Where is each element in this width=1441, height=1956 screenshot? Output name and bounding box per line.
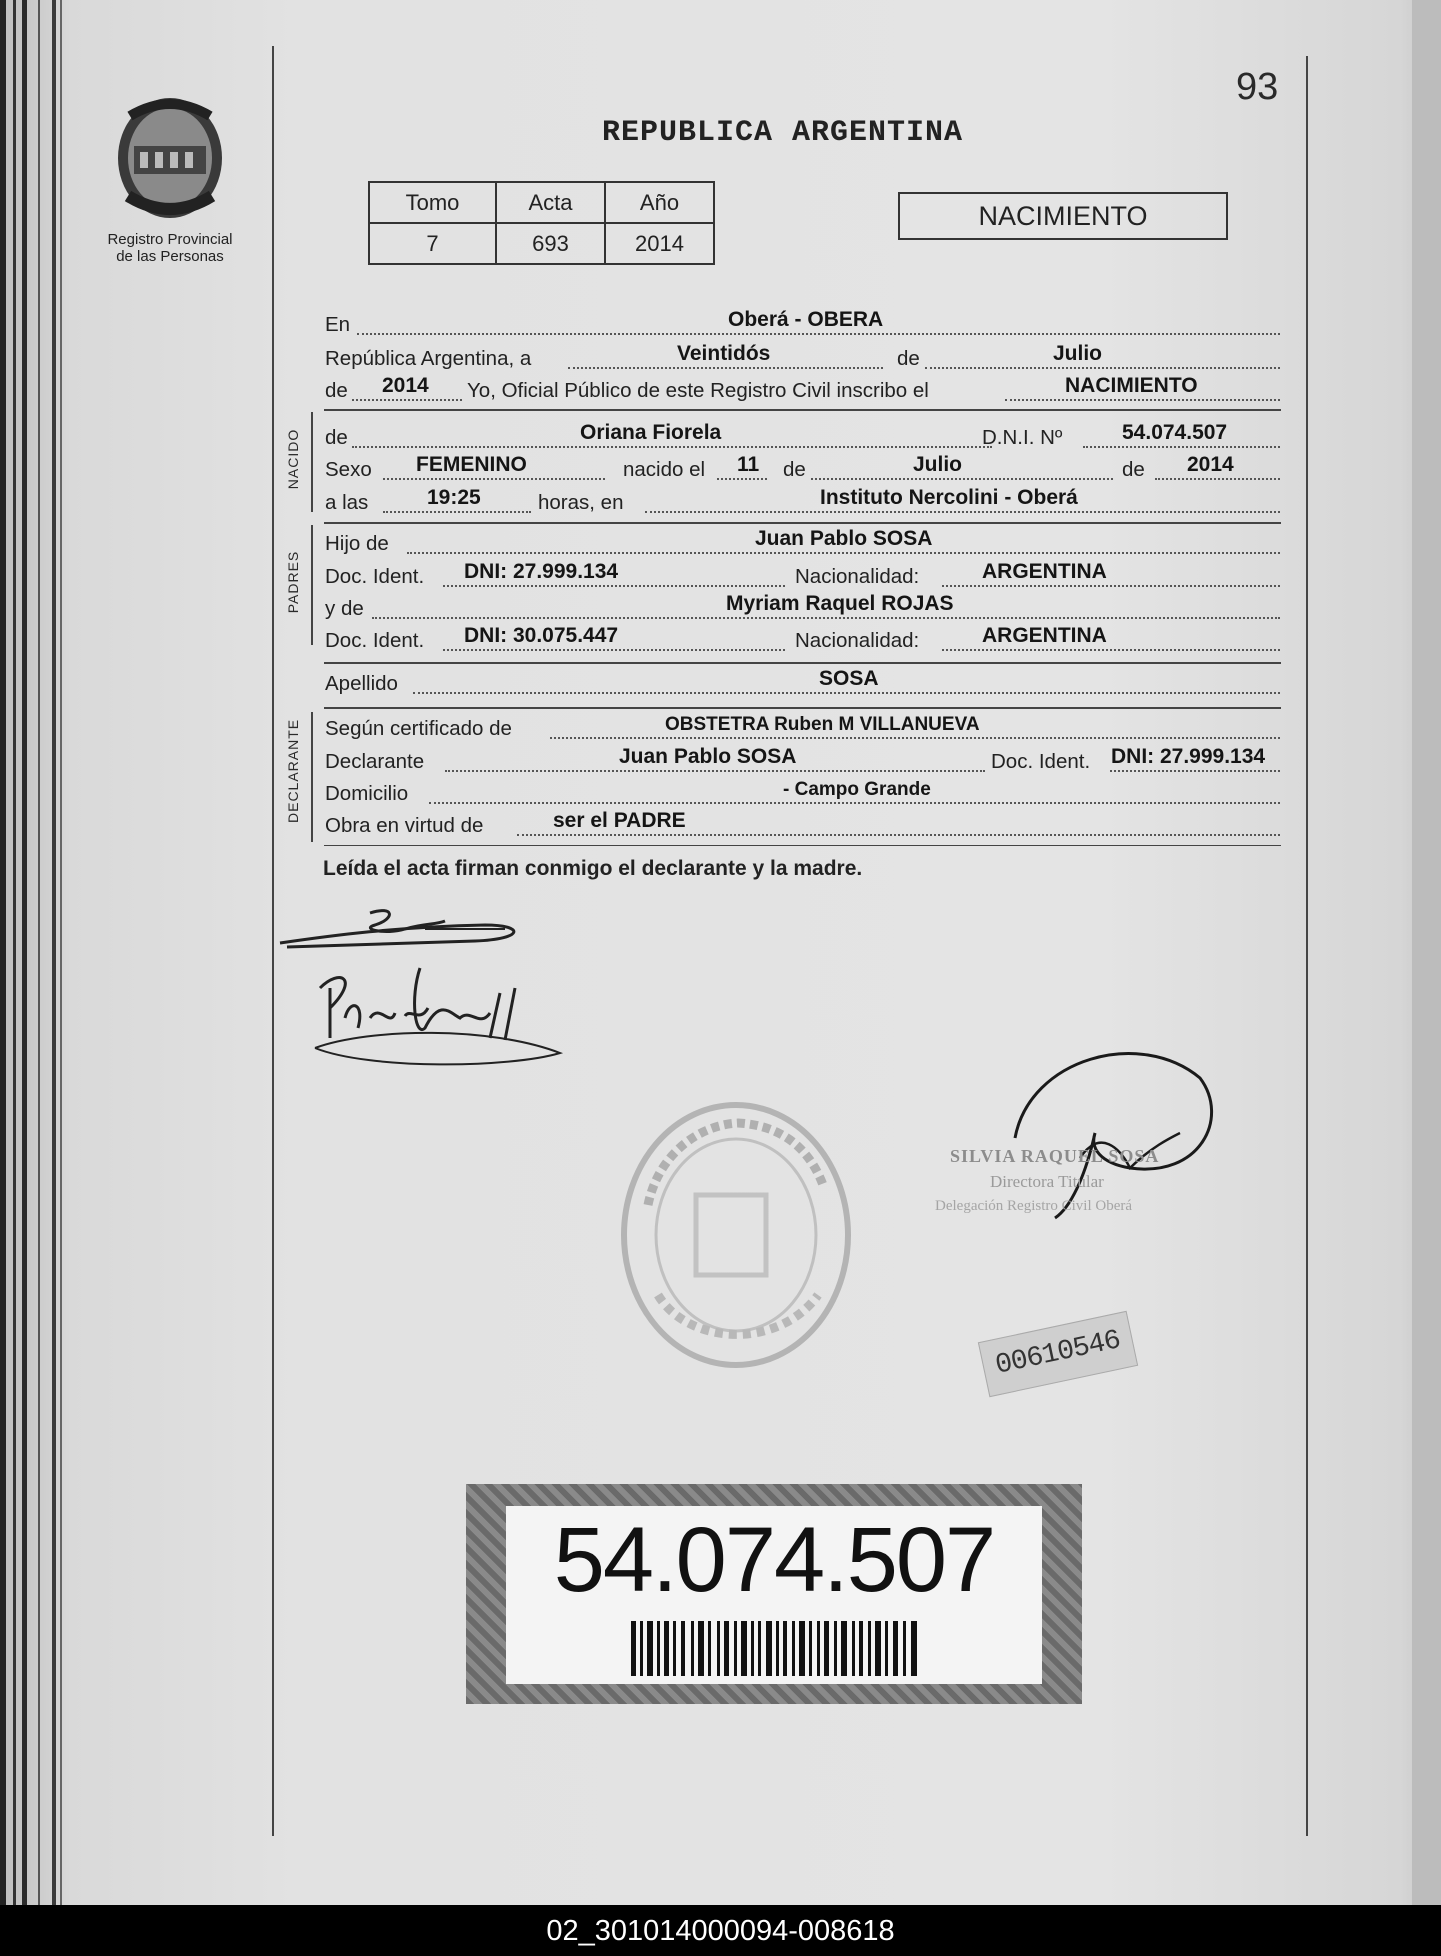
- value-child-name: Oriana Fiorela: [580, 421, 722, 444]
- value-father-doc: DNI: 27.999.134: [464, 560, 619, 583]
- label-doc-ident: Doc. Ident.: [325, 629, 425, 652]
- value-year: 2014: [382, 374, 429, 397]
- value-birth-place: Instituto Nercolini - Oberá: [820, 486, 1078, 509]
- registry-name: [90, 231, 250, 265]
- section-bar-declarante: [311, 712, 313, 842]
- label-domicilio: Domicilio: [325, 782, 409, 805]
- form-line-obra: [325, 809, 1280, 843]
- value-certificate: OBSTETRA Ruben M VILLANUEVA: [665, 714, 980, 735]
- label-doc-ident: Doc. Ident.: [325, 565, 425, 588]
- label-en: En: [325, 313, 351, 336]
- form-line-declarant: [325, 745, 1280, 779]
- form-line-date: [325, 342, 1280, 376]
- label-apellido: Apellido: [325, 672, 398, 695]
- right-page-edge: [1412, 0, 1441, 1905]
- form-line-sex-birth: [325, 453, 1280, 487]
- value-day-words: Veintidós: [677, 342, 771, 365]
- footer-code: 02_301014000094-008618: [0, 1908, 1441, 1956]
- label-certificado: Según certificado de: [325, 717, 512, 740]
- form-line-place: [325, 308, 1280, 342]
- section-rule: [324, 845, 1281, 846]
- value-father-nationality: ARGENTINA: [982, 560, 1107, 583]
- binding-edge: [60, 0, 62, 1905]
- form-line-address: [325, 777, 1280, 811]
- label-hijo-de: Hijo de: [325, 532, 389, 555]
- label-republica: República Argentina, a: [325, 347, 532, 370]
- officer-name: SILVIA RAQUEL SOSA: [950, 1146, 1160, 1166]
- mother-signature: [310, 958, 570, 1078]
- dni-label-inner: [506, 1506, 1042, 1684]
- value-event: NACIMIENTO: [1065, 374, 1198, 397]
- label-de: de: [1122, 458, 1145, 481]
- form-line-surname: [325, 667, 1280, 701]
- section-label-padres: PADRES: [285, 550, 301, 614]
- label-sexo: Sexo: [325, 458, 372, 481]
- table-header-tomo: Tomo: [369, 182, 496, 223]
- label-horas-en: horas, en: [538, 491, 624, 514]
- binding-edge: [38, 0, 40, 1905]
- closing-note: Leída el acta firman conmigo el declarante y la madre.: [323, 857, 863, 880]
- value-father-name: Juan Pablo SOSA: [755, 527, 933, 550]
- section-bar-nacido: [311, 412, 313, 512]
- label-de: de: [325, 379, 348, 402]
- form-line-mother-doc: [325, 624, 1280, 658]
- label-dni: D.N.I. Nº: [982, 426, 1063, 449]
- page-number: 93: [1236, 66, 1279, 108]
- form-line-father-doc: [325, 560, 1280, 594]
- dni-label-sticker: [466, 1484, 1082, 1704]
- value-birth-day: 11: [737, 453, 760, 476]
- binding-edge: [13, 0, 16, 1905]
- value-mother-name: Myriam Raquel ROJAS: [726, 592, 954, 615]
- form-line-year: [325, 374, 1280, 408]
- value-sexo: FEMENINO: [416, 453, 527, 476]
- dni-barcode: [631, 1621, 921, 1676]
- value-month: Julio: [1053, 342, 1103, 365]
- label-y-de: y de: [325, 597, 364, 620]
- form-line-father: [325, 527, 1280, 561]
- country-title: REPUBLICA ARGENTINA: [601, 116, 964, 150]
- value-birth-time: 19:25: [427, 486, 481, 509]
- section-bar-padres: [311, 525, 313, 645]
- value-child-dni: 54.074.507: [1122, 421, 1228, 444]
- label-inscribo: Yo, Oficial Público de este Registro Civil inscribo el: [467, 379, 929, 402]
- binding-edge: [52, 0, 56, 1905]
- value-declarant: Juan Pablo SOSA: [619, 745, 797, 768]
- value-mother-nationality: ARGENTINA: [982, 624, 1107, 647]
- value-declarant-doc: DNI: 27.999.134: [1111, 745, 1266, 768]
- left-margin-rule: [272, 46, 274, 1836]
- section-label-nacido: NACIDO: [285, 428, 301, 490]
- value-surname: SOSA: [819, 667, 879, 690]
- form-line-birth-place: [325, 486, 1280, 520]
- form-line-certificate: [325, 712, 1280, 746]
- section-rule: [324, 707, 1281, 709]
- form-line-mother: [325, 592, 1280, 626]
- label-nacionalidad: Nacionalidad:: [795, 629, 920, 652]
- value-place: Oberá - OBERA: [728, 308, 884, 331]
- label-obra: Obra en virtud de: [325, 814, 484, 837]
- binding-edge: [0, 0, 6, 1905]
- value-birth-month: Julio: [913, 453, 963, 476]
- serial-sticker: 00610546: [978, 1311, 1138, 1397]
- registry-name-line: de las Personas: [116, 248, 224, 265]
- section-rule: [324, 662, 1281, 664]
- label-de: de: [783, 458, 806, 481]
- label-a-las: a las: [325, 491, 369, 514]
- table-cell-tomo: 7: [369, 223, 496, 264]
- table-header-ano: Año: [605, 182, 714, 223]
- officer-office: Delegación Registro Civil Oberá: [935, 1198, 1133, 1214]
- value-birth-year: 2014: [1187, 453, 1234, 476]
- label-nacido-el: nacido el: [623, 458, 706, 481]
- value-obra: ser el PADRE: [553, 809, 686, 832]
- official-seal-stamp: [618, 1095, 858, 1375]
- label-declarante: Declarante: [325, 750, 425, 773]
- section-rule: [324, 522, 1281, 524]
- section-label-declarante: DECLARANTE: [285, 718, 301, 823]
- table-cell-acta: 693: [496, 223, 605, 264]
- label-doc-ident: Doc. Ident.: [991, 750, 1091, 773]
- table-header-acta: Acta: [496, 182, 605, 223]
- value-address: - Campo Grande: [783, 779, 931, 800]
- table-cell-ano: 2014: [605, 223, 714, 264]
- form-line-child-name: [325, 421, 1280, 455]
- label-nacionalidad: Nacionalidad:: [795, 565, 920, 588]
- act-reference-table: [368, 181, 715, 265]
- binding-edge: [22, 0, 27, 1905]
- label-de: de: [897, 347, 920, 370]
- section-rule: [324, 409, 1281, 411]
- officer-role: Directora Titular: [990, 1172, 1104, 1191]
- value-mother-doc: DNI: 30.075.447: [464, 624, 619, 647]
- label-de: de: [325, 426, 348, 449]
- dni-number: 54.074.507: [553, 1509, 995, 1611]
- event-type-box: NACIMIENTO: [898, 192, 1228, 240]
- province-seal-logo: [110, 96, 230, 226]
- declarant-signature: [275, 895, 535, 965]
- right-margin-rule: [1306, 56, 1308, 1836]
- registry-name-line: Registro Provincial: [107, 231, 233, 248]
